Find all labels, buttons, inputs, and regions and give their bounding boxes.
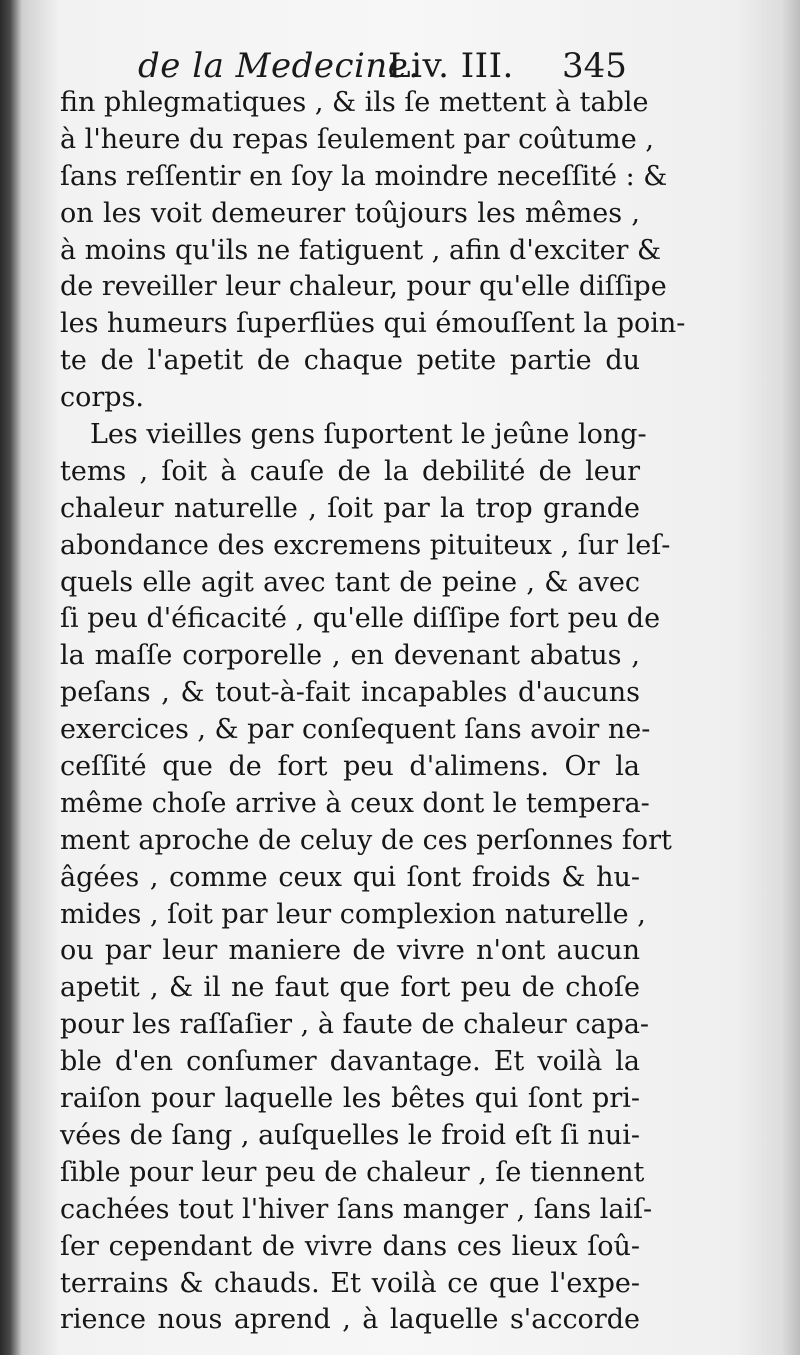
text-line: ſer cependant de vivre dans ces lieux ſoû-: [60, 1230, 640, 1262]
text-line: on les voit demeurer toûjours les mêmes ,: [60, 197, 640, 229]
body-text: [60, 85, 686, 1339]
text-line: ſans reſſentir en ſoy la moindre neceſſité : &: [60, 160, 668, 192]
text-line: abondance des excremens pituiteux , ſur leſ-: [60, 529, 671, 561]
text-line: ceſſité que de fort peu d'alimens. Or la: [60, 751, 640, 783]
text-line: ſible pour leur peu de chaleur , ſe tiennent: [60, 1156, 645, 1188]
text-line: chaleur naturelle , ſoit par la trop grande: [60, 492, 640, 524]
text-line: ou par leur maniere de vivre n'ont aucun: [60, 935, 640, 967]
text-line: âgées , comme ceux qui ſont froids & hu-: [60, 861, 640, 893]
text-line: pour les raſſaſier , à faute de chaleur capa-: [60, 1009, 650, 1041]
text-line: quels elle agit avec tant de peine , & avec: [60, 566, 640, 598]
text-line: à moins qu'ils ne fatiguent , afin d'exciter &: [60, 234, 662, 266]
text-line: raiſon pour laquelle les bêtes qui ſont pri-: [60, 1083, 640, 1115]
page-header: [130, 40, 640, 90]
text-line: corps.: [60, 382, 145, 414]
text-line: apetit , & il ne faut que fort peu de choſe: [60, 972, 640, 1004]
text-line: à l'heure du repas ſeulement par coûtume ,: [60, 123, 654, 155]
page-number: 345: [562, 46, 627, 86]
text-line: tems , ſoit à cauſe de la debilité de leur: [60, 455, 640, 487]
text-line: fin phlegmatiques , & ils ſe mettent à table: [60, 87, 649, 118]
text-line: mides , ſoit par leur complexion naturelle ,: [60, 898, 646, 930]
text-line: terrains & chauds. Et voilà ce que l'expe-: [60, 1267, 640, 1299]
text-line: vées de ſang , auſquelles le froid eſt ſi nui-: [60, 1119, 640, 1151]
text-line: ment aproche de celuy de ces perſonnes fort: [60, 824, 672, 856]
text-line: te de l'apetit de chaque petite partie du: [60, 345, 640, 377]
running-title: de la Medecine.: [138, 46, 420, 86]
text-line: ſi peu d'éficacité , qu'elle diſſipe fort peu de: [60, 603, 661, 635]
text-line: rience nous aprend , à laquelle s'accorde: [60, 1304, 640, 1336]
text-line: cachées tout l'hiver ſans manger , ſans laiſ-: [60, 1193, 653, 1225]
text-line: de reveiller leur chaleur, pour qu'elle diſſipe: [60, 271, 667, 303]
text-line: peſans , & tout-à-fait incapables d'aucuns: [60, 677, 640, 709]
text-line: ble d'en conſumer davantage. Et voilà la: [60, 1046, 640, 1078]
book-reference: Liv. III.: [388, 46, 514, 86]
text-line: les humeurs ſuperflües qui émouſſent la poin-: [60, 308, 686, 340]
text-line: exercices , & par conſequent ſans avoir ne-: [60, 714, 651, 746]
paragraph-start-line: Les vieilles gens ſuportent le jeûne long-: [90, 419, 647, 451]
text-line: même choſe arrive à ceux dont le tempera-: [60, 787, 650, 819]
text-line: la maſſe corporelle , en devenant abatus ,: [60, 640, 640, 672]
